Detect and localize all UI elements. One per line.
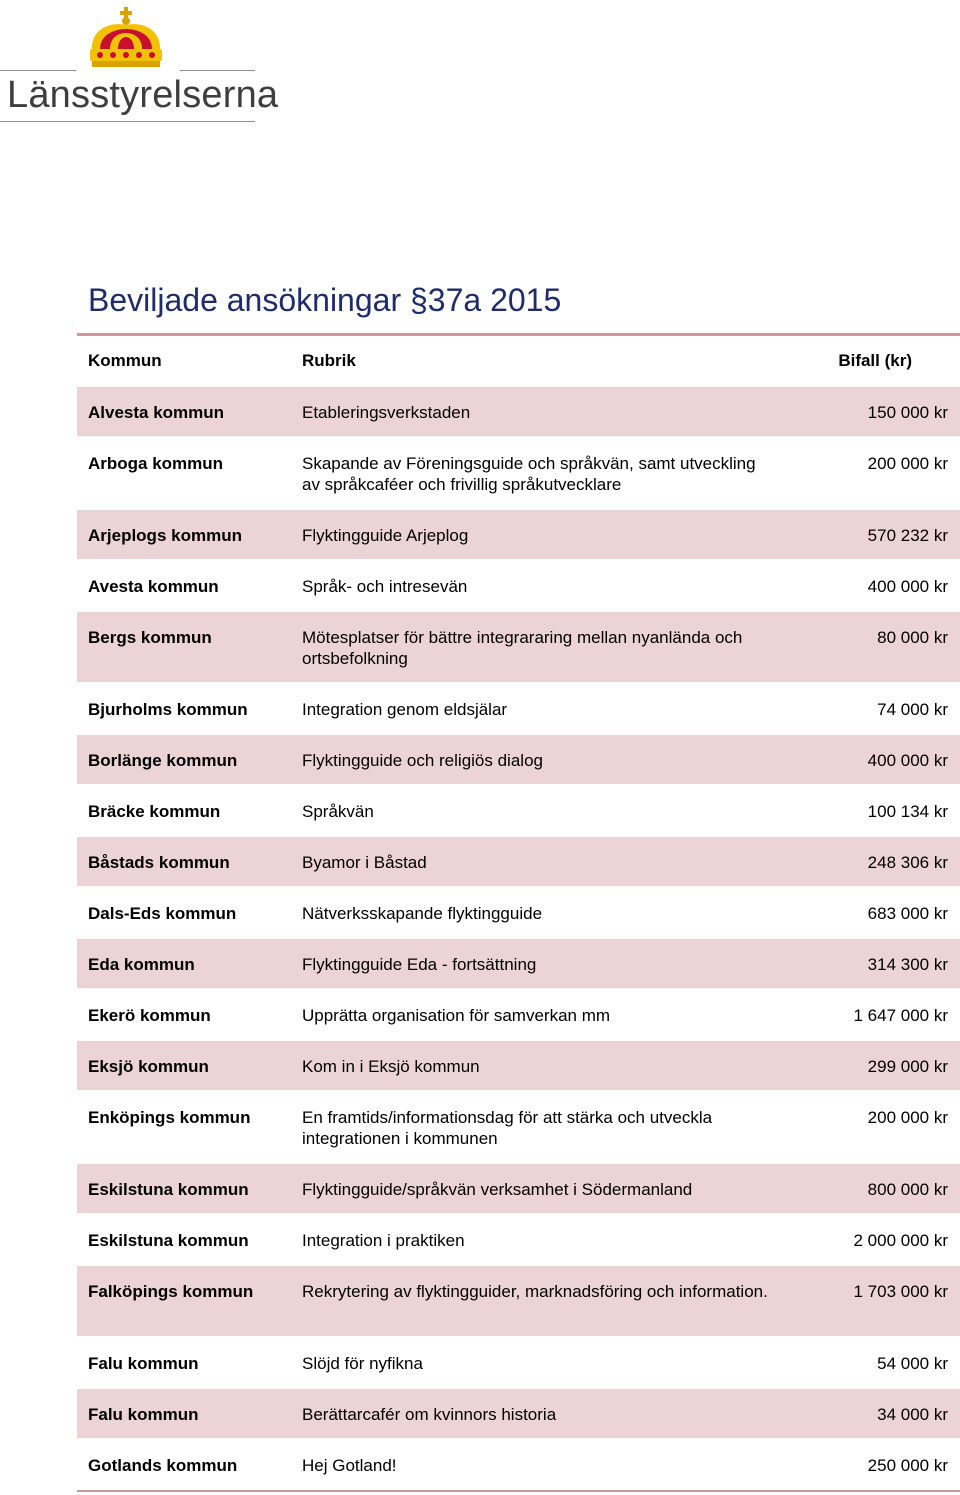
cell-kommun: Eksjö kommun xyxy=(88,1057,209,1076)
cell-bifall: 299 000 kr xyxy=(867,1057,948,1076)
cell-bifall: 314 300 kr xyxy=(867,955,948,974)
cell-kommun: Dals-Eds kommun xyxy=(88,904,237,923)
cell-bifall: 800 000 kr xyxy=(867,1180,948,1199)
table-row xyxy=(77,1338,960,1389)
cell-kommun: Båstads kommun xyxy=(88,853,230,872)
table-bottom-rule xyxy=(77,1490,960,1492)
cell-kommun: Arjeplogs kommun xyxy=(88,526,242,545)
cell-rubrik: Flyktingguide Arjeplog xyxy=(302,526,469,545)
table-row xyxy=(77,786,960,837)
cell-rubrik: Hej Gotland! xyxy=(302,1456,397,1475)
cell-rubrik: Mötesplatser för bättre integrararing mellan nyanlända och ortsbefolkning xyxy=(302,628,743,668)
grants-table xyxy=(77,387,960,1491)
table-row xyxy=(77,837,960,888)
cell-rubrik: Flyktingguide och religiös dialog xyxy=(302,751,543,770)
table-row xyxy=(77,1266,960,1338)
header-kommun: Kommun xyxy=(88,351,162,370)
cell-bifall: 248 306 kr xyxy=(867,853,948,872)
cell-rubrik: Rekrytering av flyktingguider, marknadsföring och information. xyxy=(302,1282,768,1301)
logo-wordmark: Länsstyrelserna xyxy=(7,74,279,116)
page-title: Beviljade ansökningar §37a 2015 xyxy=(88,282,562,318)
cell-kommun: Arboga kommun xyxy=(88,454,224,473)
cell-bifall: 683 000 kr xyxy=(867,904,948,923)
table-row xyxy=(77,1389,960,1440)
cell-rubrik: Nätverksskapande flyktingguide xyxy=(302,904,543,923)
cell-bifall: 2 000 000 kr xyxy=(853,1231,948,1250)
table-row xyxy=(77,888,960,939)
cell-kommun: Enköpings kommun xyxy=(88,1108,251,1127)
lansstyrelsen-logo xyxy=(0,0,279,130)
cell-rubrik: En framtids/informationsdag för att stärka och utveckla integrationen i kommunen xyxy=(302,1108,713,1148)
cell-kommun: Eskilstuna kommun xyxy=(88,1180,249,1199)
cell-rubrik: Byamor i Båstad xyxy=(302,853,427,872)
cell-bifall: 570 232 kr xyxy=(867,526,948,545)
table-row xyxy=(77,561,960,612)
table-row xyxy=(77,1041,960,1092)
cell-bifall: 74 000 kr xyxy=(877,700,948,719)
table-row xyxy=(77,510,960,561)
cell-bifall: 200 000 kr xyxy=(867,1108,948,1127)
cell-bifall: 1 647 000 kr xyxy=(853,1006,948,1025)
cell-kommun: Gotlands kommun xyxy=(88,1456,238,1475)
cell-rubrik: Språkvän xyxy=(302,802,374,821)
cell-rubrik: Skapande av Föreningsguide och språkvän, samt utveckling av språkcaféer och frivillig språkutvecklare xyxy=(302,454,756,494)
table-row xyxy=(77,387,960,438)
logo-divider-right xyxy=(180,70,255,71)
crown-icon xyxy=(86,5,166,71)
cell-bifall: 150 000 kr xyxy=(867,403,948,422)
cell-bifall: 400 000 kr xyxy=(867,751,948,770)
cell-rubrik: Flyktingguide/språkvän verksamhet i Södermanland xyxy=(302,1180,693,1199)
table-row xyxy=(77,1092,960,1164)
logo-divider-bottom xyxy=(0,121,255,122)
cell-kommun: Borlänge kommun xyxy=(88,751,238,770)
cell-bifall: 34 000 kr xyxy=(877,1405,948,1424)
table-row xyxy=(77,438,960,510)
cell-kommun: Eda kommun xyxy=(88,955,195,974)
table-row xyxy=(77,735,960,786)
cell-kommun: Bräcke kommun xyxy=(88,802,221,821)
cell-kommun: Falköpings kommun xyxy=(88,1282,254,1301)
table-row xyxy=(77,612,960,684)
cell-rubrik: Kom in i Eksjö kommun xyxy=(302,1057,480,1076)
cell-bifall: 200 000 kr xyxy=(867,454,948,473)
cell-rubrik: Slöjd för nyfikna xyxy=(302,1354,423,1373)
logo-divider-left xyxy=(0,70,76,71)
table-row xyxy=(77,990,960,1041)
cell-bifall: 250 000 kr xyxy=(867,1456,948,1475)
table-row xyxy=(77,1440,960,1491)
cell-bifall: 1 703 000 kr xyxy=(853,1282,948,1301)
cell-bifall: 80 000 kr xyxy=(877,628,948,647)
table-row xyxy=(77,939,960,990)
table-row xyxy=(77,684,960,735)
cell-rubrik: Flyktingguide Eda - fortsättning xyxy=(302,955,537,974)
cell-rubrik: Integration genom eldsjälar xyxy=(302,700,508,719)
cell-kommun: Falu kommun xyxy=(88,1354,199,1373)
cell-bifall: 54 000 kr xyxy=(877,1354,948,1373)
cell-kommun: Alvesta kommun xyxy=(88,403,225,422)
cell-bifall: 100 134 kr xyxy=(867,802,948,821)
cell-rubrik: Berättarcafér om kvinnors historia xyxy=(302,1405,557,1424)
cell-rubrik: Integration i praktiken xyxy=(302,1231,465,1250)
table-row xyxy=(77,1215,960,1266)
cell-kommun: Bjurholms kommun xyxy=(88,700,248,719)
cell-bifall: 400 000 kr xyxy=(867,577,948,596)
header-rubrik: Rubrik xyxy=(302,351,356,370)
cell-kommun: Ekerö kommun xyxy=(88,1006,211,1025)
cell-rubrik: Upprätta organisation för samverkan mm xyxy=(302,1006,611,1025)
cell-kommun: Falu kommun xyxy=(88,1405,199,1424)
cell-kommun: Avesta kommun xyxy=(88,577,219,596)
cell-rubrik: Språk- och intresevän xyxy=(302,577,468,596)
cell-rubrik: Etableringsverkstaden xyxy=(302,403,471,422)
table-row xyxy=(77,1164,960,1215)
table-header xyxy=(77,336,960,386)
header-bifall: Bifall (kr) xyxy=(838,351,912,370)
cell-kommun: Bergs kommun xyxy=(88,628,212,647)
cell-kommun: Eskilstuna kommun xyxy=(88,1231,249,1250)
